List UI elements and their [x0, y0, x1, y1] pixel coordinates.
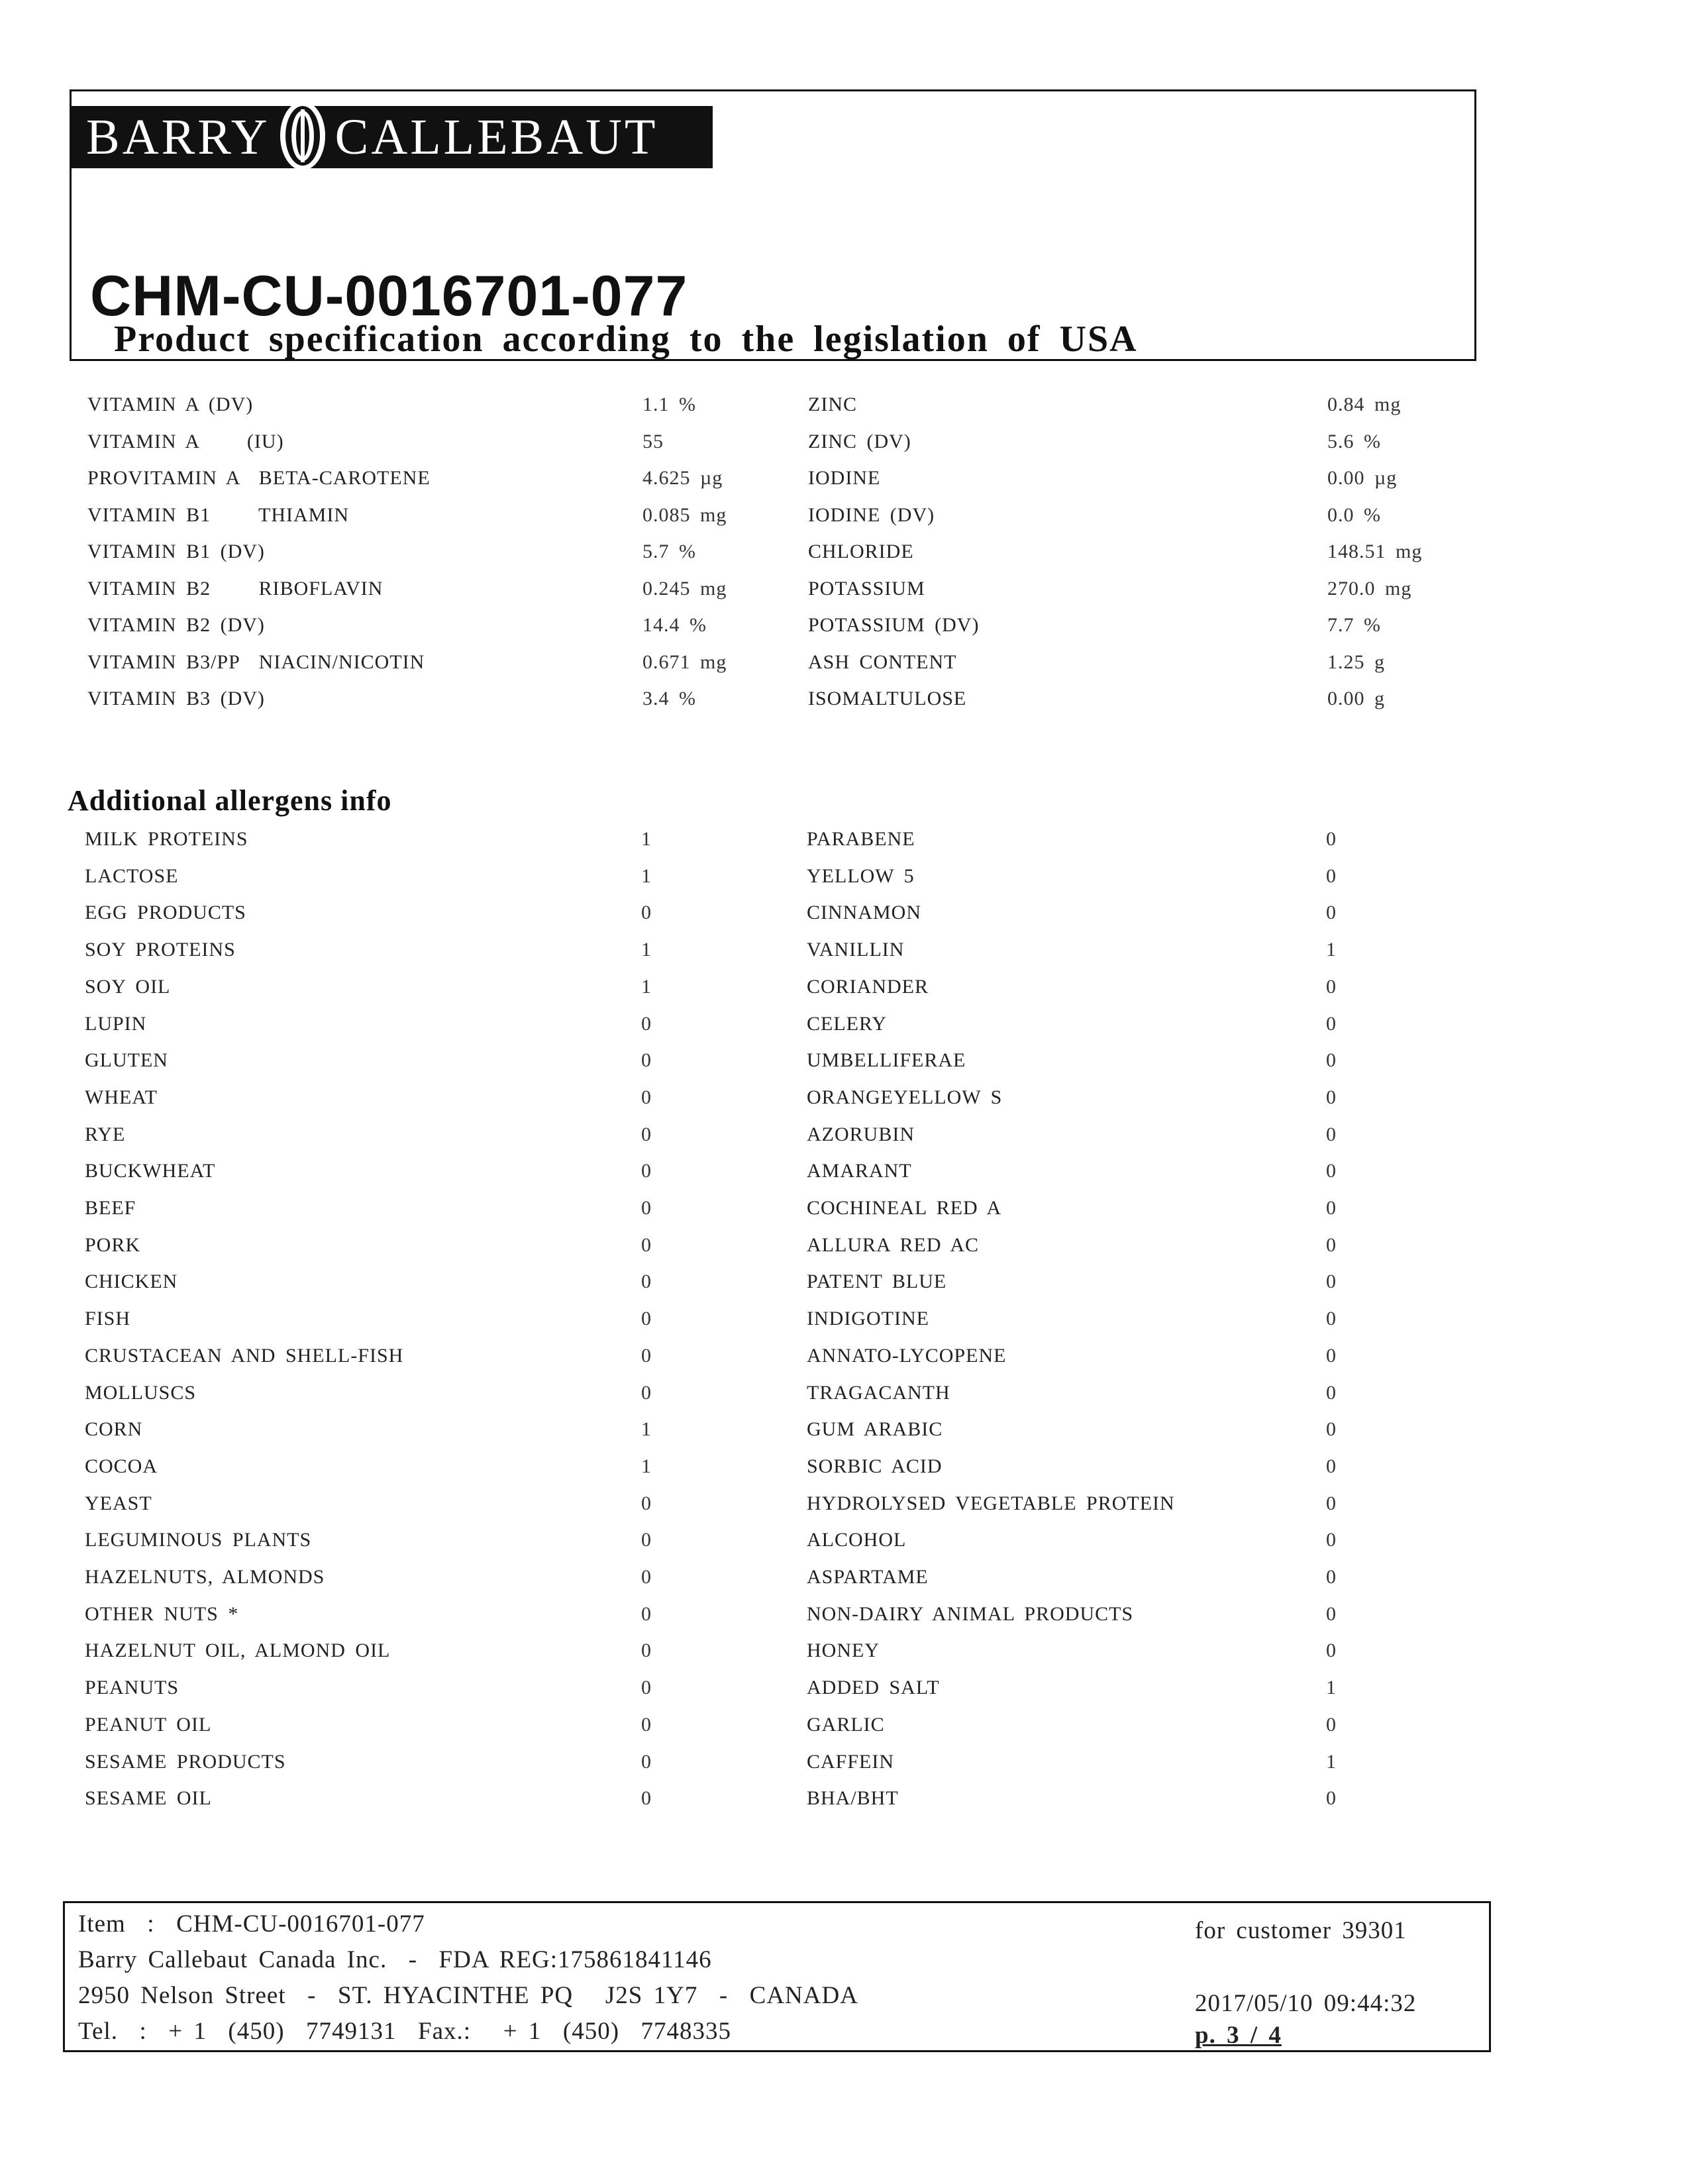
allergen-value: 0	[641, 1677, 652, 1699]
footer-address: 2950 Nelson Street - ST. HYACINTHE PQ J2S 1Y7 - CANADA	[78, 1982, 858, 2009]
footer-item: Item : CHM-CU-0016701-077	[78, 1910, 425, 1938]
allergen-name: AZORUBIN	[807, 1123, 915, 1145]
nutrient-name: ASH CONTENT	[808, 650, 957, 673]
allergen-value: 0	[641, 1197, 652, 1219]
allergen-name: CORIANDER	[807, 975, 929, 998]
nutrient-value: 5.6 %	[1327, 430, 1381, 452]
nutrient-name: VITAMIN B3/PP NIACIN/NICOTIN	[87, 650, 425, 673]
allergen-name: INDIGOTINE	[807, 1308, 929, 1330]
nutrient-value: 0.00 g	[1327, 688, 1385, 709]
allergen-name: EGG PRODUCTS	[85, 902, 246, 924]
document-subtitle: Product specification according to the legislation of USA	[114, 319, 1138, 360]
nutrient-value: 1.1 %	[642, 393, 696, 415]
allergen-value: 0	[1326, 1787, 1337, 1810]
nutrient-value: 0.245 mg	[642, 577, 727, 599]
allergen-value: 0	[1326, 1418, 1337, 1441]
allergen-name: GARLIC	[807, 1713, 885, 1736]
allergen-name: OTHER NUTS *	[85, 1602, 239, 1625]
allergen-name: PEANUTS	[85, 1677, 179, 1699]
allergen-value: 0	[641, 1308, 652, 1330]
allergen-name: PATENT BLUE	[807, 1271, 947, 1293]
allergen-name: TRAGACANTH	[807, 1381, 950, 1404]
allergen-value: 0	[1326, 1455, 1337, 1477]
allergen-value: 0	[641, 1602, 652, 1625]
allergen-name: BHA/BHT	[807, 1787, 899, 1810]
nutrient-name: POTASSIUM	[808, 577, 925, 599]
allergen-name: ADDED SALT	[807, 1677, 940, 1699]
allergen-name: SOY PROTEINS	[85, 939, 236, 961]
allergen-value: 0	[1326, 975, 1337, 998]
allergen-value: 0	[641, 1787, 652, 1810]
allergen-value: 0	[641, 1750, 652, 1773]
nutrient-value: 0.085 mg	[642, 503, 727, 526]
allergen-value: 0	[1326, 828, 1337, 850]
allergen-name: SESAME PRODUCTS	[85, 1750, 286, 1773]
allergen-name: NON-DAIRY ANIMAL PRODUCTS	[807, 1602, 1134, 1625]
allergen-value: 0	[1326, 1492, 1337, 1514]
nutrient-name: IODINE (DV)	[808, 503, 935, 526]
allergen-value: 0	[641, 1381, 652, 1404]
footer-page-number: p. 3 / 4	[1195, 2022, 1282, 2049]
nutrient-name: POTASSIUM (DV)	[808, 614, 980, 636]
nutrient-name: CHLORIDE	[808, 541, 914, 562]
nutrient-value: 148.51 mg	[1327, 541, 1423, 562]
footer-box	[63, 1901, 1491, 2052]
allergen-value: 0	[1326, 1049, 1337, 1072]
allergens-section-title: Additional allergens info	[68, 784, 392, 817]
allergen-value: 0	[1326, 1086, 1337, 1108]
allergen-name: HAZELNUT OIL, ALMOND OIL	[85, 1639, 391, 1662]
allergen-value: 0	[1326, 1344, 1337, 1367]
allergen-value: 1	[641, 975, 652, 998]
allergen-name: GLUTEN	[85, 1049, 168, 1072]
nutrient-value: 55	[642, 430, 664, 452]
allergen-name: YEAST	[85, 1492, 152, 1514]
logo-word-right: CALLEBAUT	[334, 109, 658, 165]
allergen-value: 0	[1326, 1639, 1337, 1662]
allergen-name: CORN	[85, 1418, 143, 1441]
nutrient-value: 0.84 mg	[1327, 393, 1402, 415]
nutrient-name: PROVITAMIN A BETA-CAROTENE	[87, 467, 431, 489]
allergen-value: 1	[641, 864, 652, 887]
nutrient-name: VITAMIN B2 (DV)	[87, 614, 265, 636]
nutrient-name: IODINE	[808, 467, 881, 489]
footer-company: Barry Callebaut Canada Inc. - FDA REG:175861841146	[78, 1946, 712, 1973]
allergen-name: BEEF	[85, 1197, 136, 1219]
allergen-name: COCHINEAL RED A	[807, 1197, 1002, 1219]
nutrient-value: 3.4 %	[642, 688, 696, 709]
barry-callebaut-logo	[72, 106, 713, 168]
allergen-name: HONEY	[807, 1639, 880, 1662]
nutrient-name: ZINC	[808, 393, 857, 415]
allergen-value: 0	[1326, 1233, 1337, 1256]
allergen-name: HYDROLYSED VEGETABLE PROTEIN	[807, 1492, 1175, 1514]
nutrient-name: ZINC (DV)	[808, 430, 911, 452]
allergen-name: VANILLIN	[807, 939, 905, 961]
allergen-value: 0	[641, 1529, 652, 1551]
allergen-value: 0	[641, 902, 652, 924]
allergen-name: MILK PROTEINS	[85, 828, 248, 850]
nutrient-value: 270.0 mg	[1327, 577, 1412, 599]
allergen-name: FISH	[85, 1308, 131, 1330]
footer-customer: for customer 39301	[1195, 1917, 1407, 1944]
nutrient-name: VITAMIN B1 THIAMIN	[87, 503, 350, 526]
allergen-name: CRUSTACEAN AND SHELL-FISH	[85, 1344, 404, 1367]
logo-word-left: BARRY	[86, 109, 270, 165]
nutrient-value: 0.671 mg	[642, 650, 727, 673]
footer-datetime: 2017/05/10 09:44:32	[1195, 1990, 1417, 2017]
nutrient-value: 5.7 %	[642, 541, 696, 562]
allergen-value: 0	[641, 1086, 652, 1108]
allergen-name: RYE	[85, 1123, 126, 1145]
allergen-value: 0	[641, 1492, 652, 1514]
allergen-value: 1	[1326, 1750, 1337, 1773]
allergen-value: 0	[1326, 1602, 1337, 1625]
cocoa-bean-icon	[273, 99, 332, 172]
allergen-name: ANNATO-LYCOPENE	[807, 1344, 1007, 1367]
allergen-value: 0	[1326, 1160, 1337, 1182]
allergen-value: 0	[1326, 1012, 1337, 1035]
allergen-name: WHEAT	[85, 1086, 158, 1108]
allergen-value: 0	[1326, 864, 1337, 887]
allergen-value: 0	[1326, 1529, 1337, 1551]
nutrient-name: VITAMIN A (DV)	[87, 393, 254, 415]
allergen-value: 0	[641, 1639, 652, 1662]
allergen-value: 1	[641, 939, 652, 961]
footer-contact: Tel. : + 1 (450) 7749131 Fax.: + 1 (450) 7748335	[78, 2018, 732, 2045]
allergen-name: LACTOSE	[85, 864, 179, 887]
allergen-value: 0	[641, 1123, 652, 1145]
allergen-value: 1	[1326, 939, 1337, 961]
nutrient-name: VITAMIN A (IU)	[87, 430, 284, 452]
allergen-value: 0	[641, 1271, 652, 1293]
allergen-value: 0	[1326, 902, 1337, 924]
allergen-value: 0	[1326, 1566, 1337, 1588]
nutrient-value: 14.4 %	[642, 614, 707, 636]
allergen-name: SOY OIL	[85, 975, 171, 998]
allergen-name: UMBELLIFERAE	[807, 1049, 966, 1072]
allergen-name: COCOA	[85, 1455, 158, 1477]
allergen-value: 1	[641, 828, 652, 850]
nutrient-name: VITAMIN B1 (DV)	[87, 541, 265, 562]
allergen-name: LEGUMINOUS PLANTS	[85, 1529, 312, 1551]
allergen-value: 0	[641, 1233, 652, 1256]
allergen-value: 0	[641, 1049, 652, 1072]
document-code: CHM-CU-0016701-077	[90, 264, 688, 328]
allergen-name: ALCOHOL	[807, 1529, 907, 1551]
allergen-name: PARABENE	[807, 828, 915, 850]
allergen-name: SESAME OIL	[85, 1787, 212, 1810]
allergen-value: 0	[641, 1344, 652, 1367]
allergen-name: ASPARTAME	[807, 1566, 929, 1588]
allergen-name: LUPIN	[85, 1012, 147, 1035]
allergen-value: 0	[1326, 1123, 1337, 1145]
allergen-name: MOLLUSCS	[85, 1381, 197, 1404]
nutrient-name: VITAMIN B2 RIBOFLAVIN	[87, 577, 383, 599]
allergen-name: HAZELNUTS, ALMONDS	[85, 1566, 325, 1588]
allergen-value: 0	[1326, 1381, 1337, 1404]
allergen-name: CAFFEIN	[807, 1750, 895, 1773]
nutrient-value: 1.25 g	[1327, 650, 1385, 673]
allergen-name: SORBIC ACID	[807, 1455, 943, 1477]
nutrient-value: 7.7 %	[1327, 614, 1381, 636]
allergen-value: 0	[1326, 1271, 1337, 1293]
allergen-value: 0	[1326, 1713, 1337, 1736]
allergen-value: 0	[641, 1012, 652, 1035]
allergen-value: 0	[1326, 1308, 1337, 1330]
allergen-value: 0	[641, 1160, 652, 1182]
allergen-name: CHICKEN	[85, 1271, 178, 1293]
allergen-value: 1	[641, 1418, 652, 1441]
allergen-name: GUM ARABIC	[807, 1418, 943, 1441]
allergen-name: ORANGEYELLOW S	[807, 1086, 1003, 1108]
allergen-value: 0	[641, 1713, 652, 1736]
allergen-name: AMARANT	[807, 1160, 912, 1182]
nutrient-value: 0.00 µg	[1327, 467, 1398, 489]
allergen-name: BUCKWHEAT	[85, 1160, 216, 1182]
nutrient-value: 4.625 µg	[642, 467, 723, 489]
allergen-value: 1	[1326, 1677, 1337, 1699]
allergen-name: YELLOW 5	[807, 864, 915, 887]
allergen-name: CINNAMON	[807, 902, 921, 924]
nutrient-name: ISOMALTULOSE	[808, 688, 967, 709]
nutrient-value: 0.0 %	[1327, 503, 1381, 526]
allergen-value: 0	[1326, 1197, 1337, 1219]
header-box	[70, 89, 1476, 361]
allergen-name: ALLURA RED AC	[807, 1233, 980, 1256]
allergen-name: CELERY	[807, 1012, 888, 1035]
allergen-name: PEANUT OIL	[85, 1713, 212, 1736]
allergen-name: PORK	[85, 1233, 141, 1256]
nutrient-name: VITAMIN B3 (DV)	[87, 688, 265, 709]
allergen-value: 0	[641, 1566, 652, 1588]
allergen-value: 1	[641, 1455, 652, 1477]
